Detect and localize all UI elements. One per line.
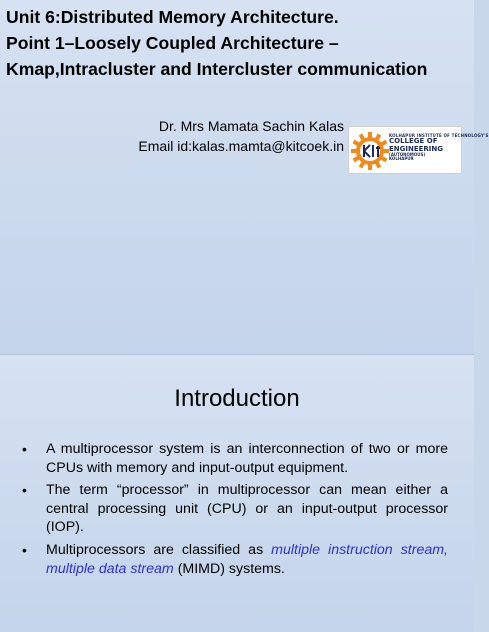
bullet-text: The term “processor” in multiprocessor can mean either a central processing unit (CPU) or an input-output processor (IOP). (46, 482, 448, 536)
intro-heading: Introduction (174, 385, 300, 412)
bullet-marker: • (22, 482, 27, 499)
author-name: Dr. Mrs Mamata Sachin Kalas (158, 118, 344, 134)
author-email: Email id:kalas.mamta@kitcoek.in (138, 138, 344, 154)
bullet-marker: • (22, 541, 27, 558)
bullet-item-2 (22, 481, 448, 537)
bullet-text-after: (MIMD) systems. (173, 560, 285, 577)
slide-introduction (0, 355, 474, 632)
title-line-1: Unit 6:Distributed Memory Architecture. (6, 7, 339, 27)
intro-bullet-list (22, 440, 448, 582)
bullet-item-1 (22, 440, 448, 477)
bullet-text-before: Multiprocessors are classified as (46, 541, 272, 558)
bullet-item-3 (22, 541, 448, 578)
title-line-2: Point 1–Loosely Coupled Architecture – (6, 33, 339, 53)
author-block (138, 116, 344, 156)
bullet-text: A multiprocessor system is an interconnection of two or more CPUs with memory and input-output equipment. (46, 441, 448, 476)
slide-title-heading (6, 4, 472, 82)
bullet-marker: • (22, 441, 27, 457)
college-logo (348, 126, 489, 174)
title-line-3: Kmap,Intracluster and Intercluster communication (6, 59, 428, 79)
bullet-emphasis: multiple instruction stream, multiple data stream (46, 541, 448, 577)
logo-wordmark: KOLHAPUR INSTITUTE OF TECHNOLOGY'S COLLEGE OF ENGINEERING (AUTONOMOUS) KOLHAPUR (389, 133, 489, 162)
kit-emblem-icon (351, 129, 389, 173)
